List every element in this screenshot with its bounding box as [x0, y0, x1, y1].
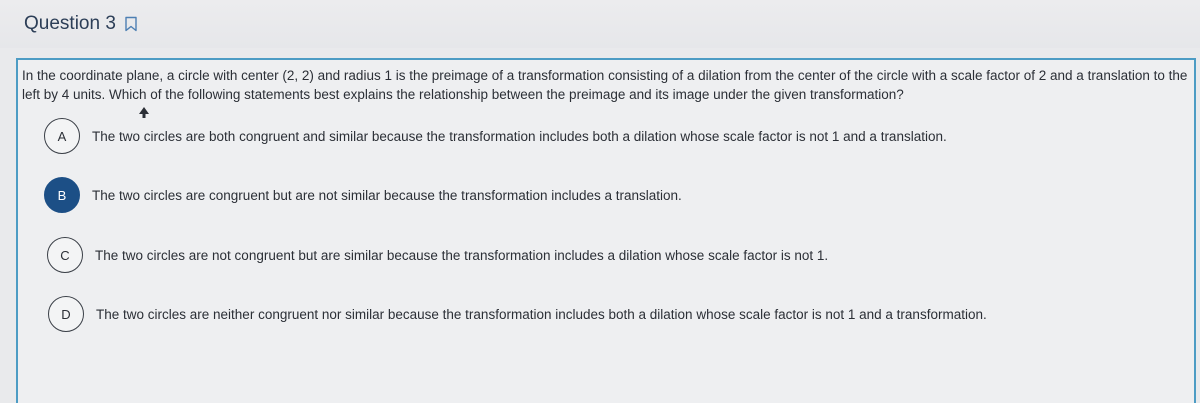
choice-bubble-a[interactable]: A: [44, 118, 80, 154]
answer-choice-c[interactable]: [47, 237, 828, 273]
choice-text-a: The two circles are both congruent and similar because the transformation includes both a dilation whose scale factor is not 1 and a translation.: [92, 128, 947, 144]
bookmark-icon[interactable]: [124, 16, 138, 32]
choice-bubble-b[interactable]: B: [44, 177, 80, 213]
answer-choice-b[interactable]: [44, 177, 682, 213]
question-header: [0, 0, 1200, 48]
choice-text-d: The two circles are neither congruent nor similar because the transformation includes both a dilation whose scale factor is not 1 and a transformation.: [96, 306, 987, 322]
answer-choice-a[interactable]: [44, 118, 947, 154]
question-stem: In the coordinate plane, a circle with center (2, 2) and radius 1 is the preimage of a transformation consisting of a dilation from the center of the circle with a scale factor of 2 and a translation to the left by 4 units. Which of the following statements best explains the relationship between the preimage and its image under the given transformation?: [22, 68, 1188, 102]
question-title: Question 3: [24, 13, 116, 34]
choice-text-b: The two circles are congruent but are not similar because the transformation includes a translation.: [92, 187, 682, 203]
choice-bubble-d[interactable]: D: [48, 296, 84, 332]
choice-text-c: The two circles are not congruent but are similar because the transformation includes a dilation whose scale factor is not 1.: [95, 247, 829, 263]
answer-choice-d[interactable]: [48, 296, 987, 332]
choice-bubble-c[interactable]: C: [47, 237, 83, 273]
question-card: [16, 58, 1196, 403]
question-title-area: [24, 13, 138, 35]
